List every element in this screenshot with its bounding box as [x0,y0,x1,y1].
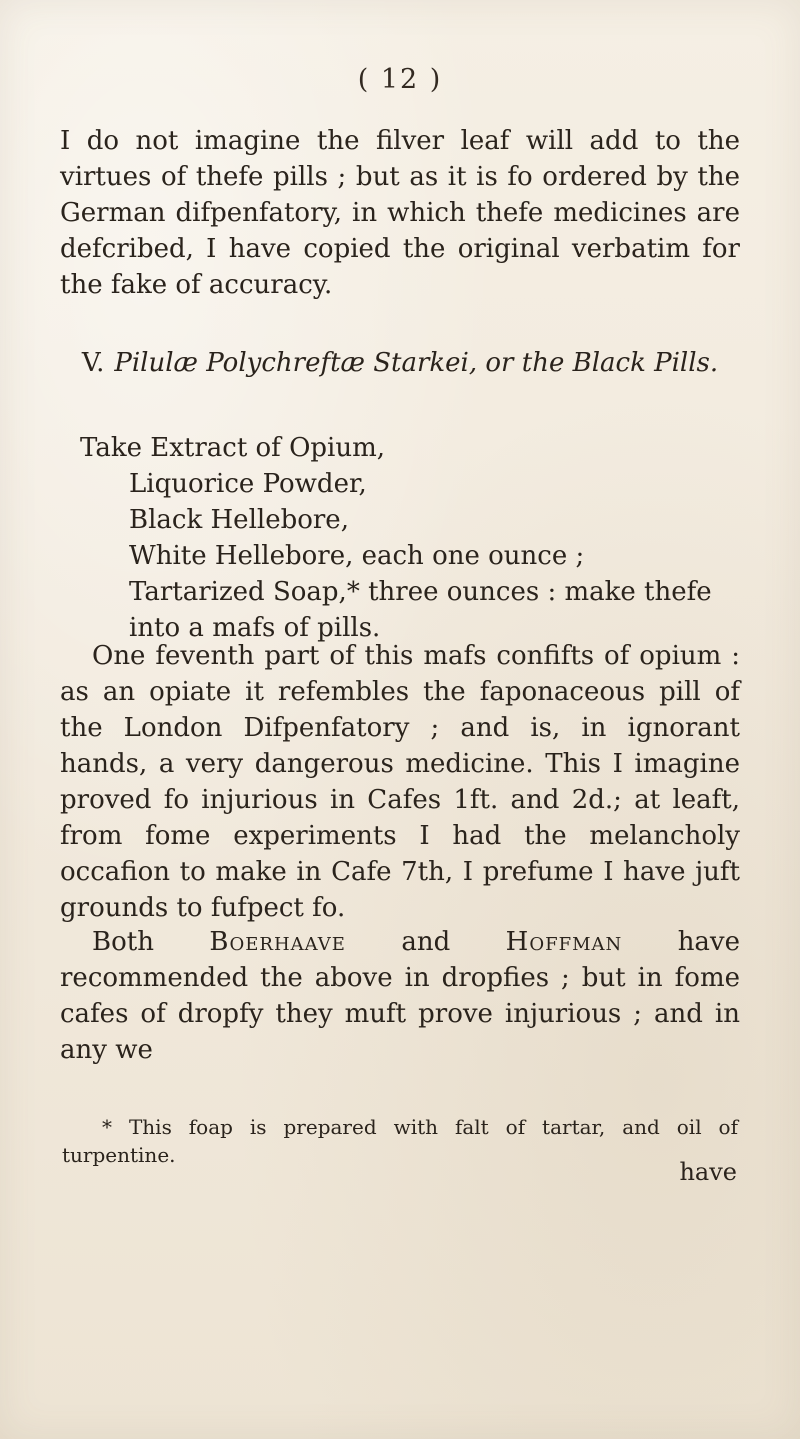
recipe-line: Liquorice Powder, [129,469,367,499]
page-number: ( 12 ) [357,64,443,95]
paragraph-text: and [401,927,451,957]
body-paragraph [60,924,740,1069]
catchword: have [679,1158,737,1186]
recipe-line: Tartarized Soap,* three ounces : make thefe into a mafs of pills. [129,577,712,643]
paragraph-text: Both [92,927,154,957]
footnote: * This foap is prepared with falt of tartar, and oil of turpentine. [62,1115,738,1167]
section-title: Pilulæ Polychreftæ Starkei, or the Black Pills. [114,348,719,378]
section-heading [0,348,800,378]
recipe-line: Take Extract of Opium, [80,433,386,463]
paragraph-text: have recommended the above in dropfies ; but in fome cafes of dropfy they muft prove injurious ; and in any we [60,927,741,1065]
section-numeral: V. [81,348,105,378]
body-paragraph: One feventh part of this mafs confifts of opium : as an opiate it refembles the faponaceous pill of the London Difpenfatory ; and is, in ignorant hands, a very dangerous medicine. This I imagine proved fo injurious in Cafes 1ft. and 2d.; at leaft, from fome experiments I had the melancholy occafion to make in Cafe 7th, I prefume I have juft grounds to fufpect fo. [60,641,740,923]
author-name: Boerhaave [209,927,346,957]
author-name: Hoffman [505,927,623,957]
intro-paragraph: I do not imagine the filver leaf will add to the virtues of thefe pills ; but as it is fo ordered by the German difpenfatory, in which thefe medicines are defcribed, I have copied the original verbatim for the fake of accuracy. [60,126,740,300]
recipe-block [60,430,740,646]
recipe-line: White Hellebore, each one ounce ; [129,541,585,571]
recipe-line: Black Hellebore, [129,505,349,535]
